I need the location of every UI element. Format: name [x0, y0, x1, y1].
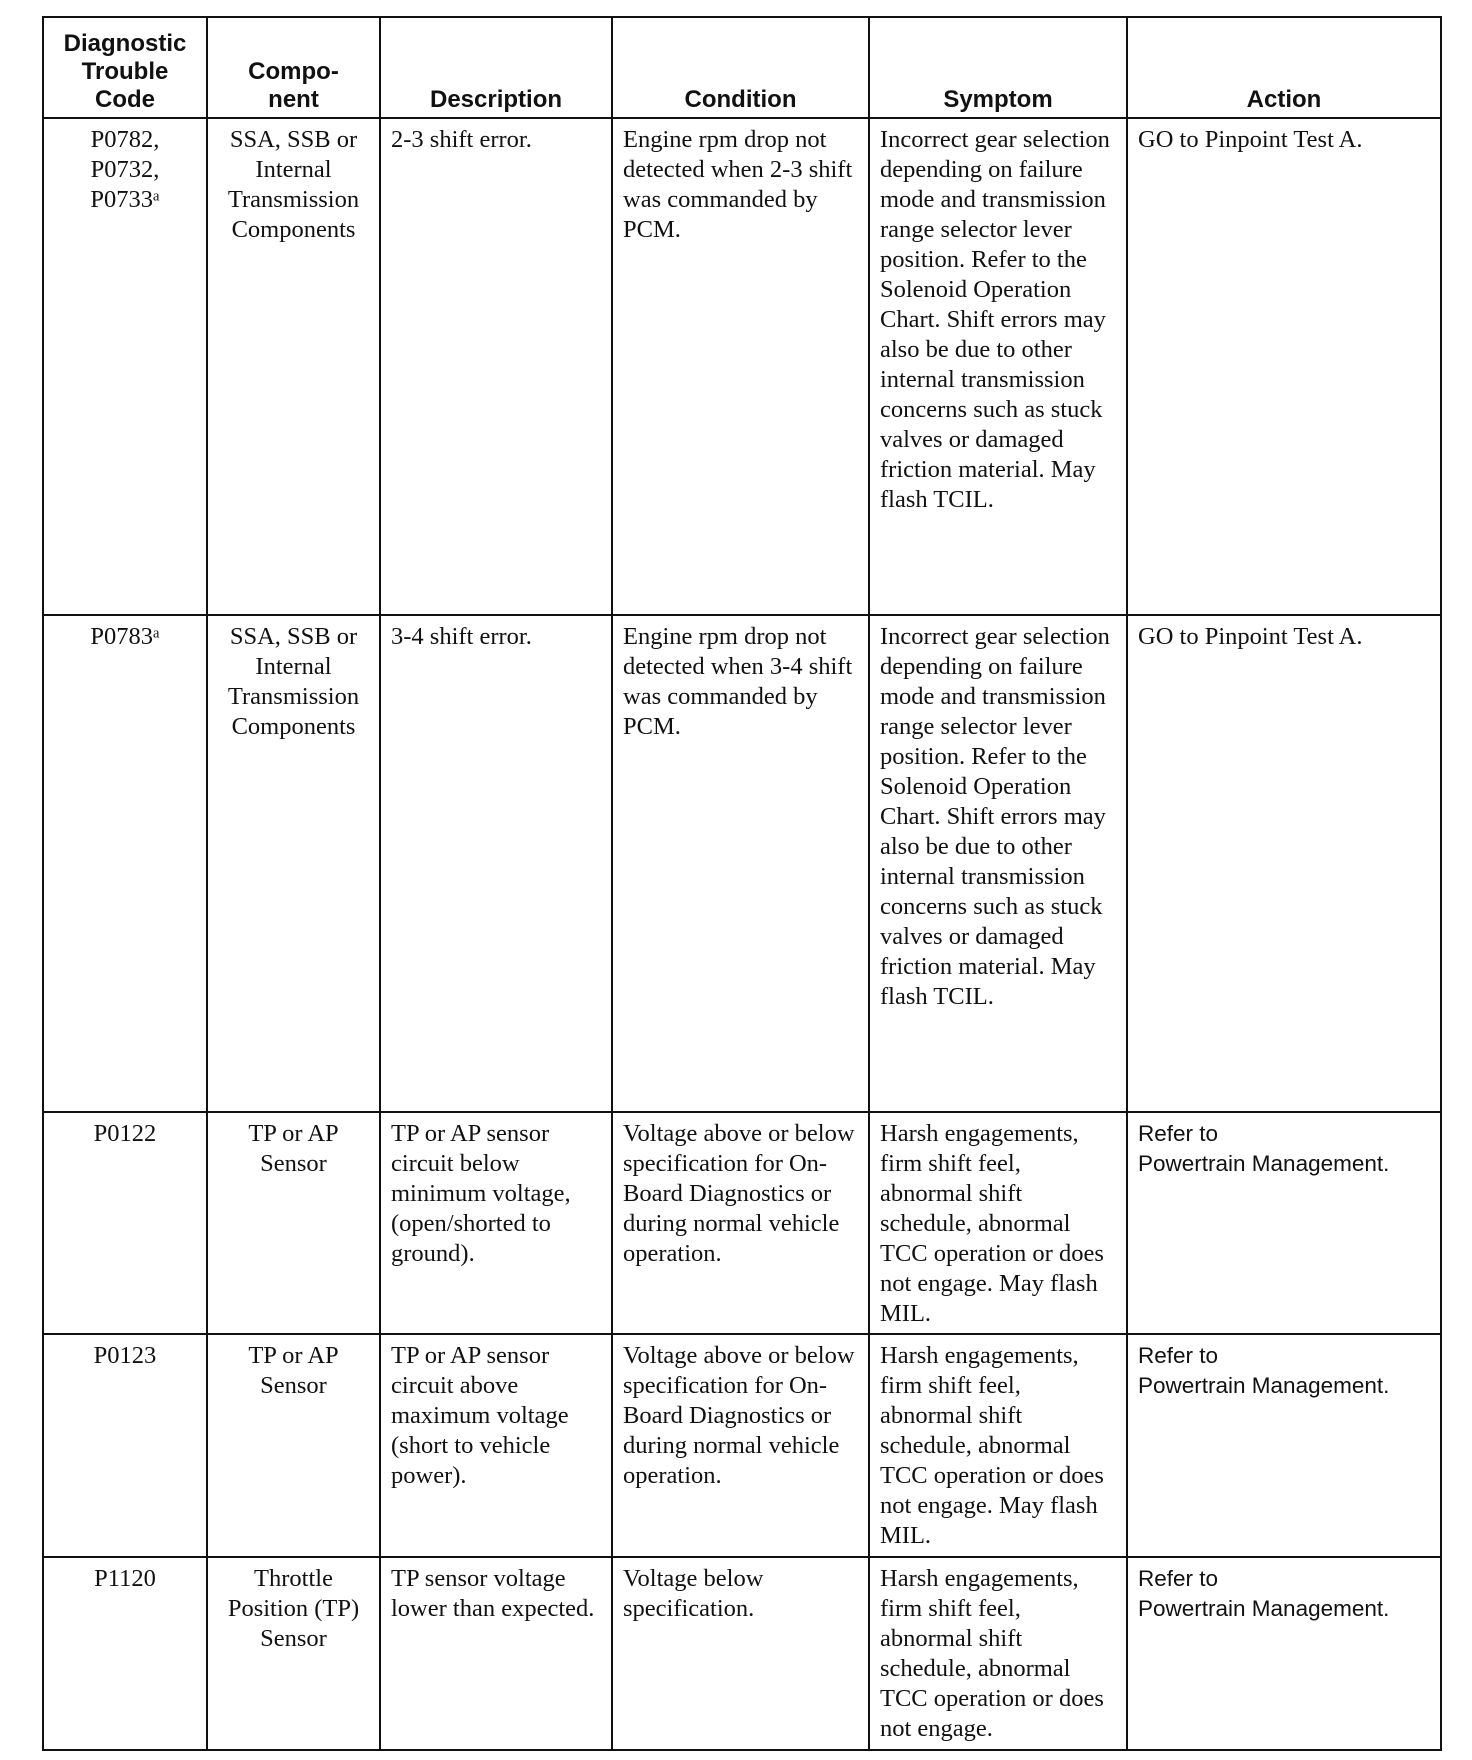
cell-code: P0123 [43, 1334, 207, 1556]
cell-action: GO to Pinpoint Test A. [1127, 615, 1441, 1112]
cell-component: SSA, SSB or Internal Transmission Components [207, 118, 380, 615]
cell-description: TP sensor voltage lower than expected. [380, 1557, 612, 1750]
cell-action: Refer to Powertrain Management. [1127, 1112, 1441, 1334]
table-row [43, 118, 1441, 615]
cell-description: TP or AP sensor circuit below minimum voltage, (open/shorted to ground). [380, 1112, 612, 1334]
cell-component: TP or AP Sensor [207, 1112, 380, 1334]
cell-condition: Voltage below specification. [612, 1557, 869, 1750]
cell-condition: Voltage above or below specification for On-Board Diagnostics or during normal vehicle operation. [612, 1334, 869, 1556]
cell-symptom: Harsh engagements, firm shift feel, abnormal shift schedule, abnormal TCC operation or does not engage. [869, 1557, 1127, 1750]
cell-action: Refer to Powertrain Management. [1127, 1557, 1441, 1750]
cell-condition: Engine rpm drop not detected when 3-4 shift was commanded by PCM. [612, 615, 869, 1112]
cell-symptom: Harsh engagements, firm shift feel, abnormal shift schedule, abnormal TCC operation or does not engage. May flash MIL. [869, 1334, 1127, 1556]
header-symptom: Symptom [869, 17, 1127, 118]
cell-action: GO to Pinpoint Test A. [1127, 118, 1441, 615]
table-header-row [43, 17, 1441, 118]
table-row [43, 1334, 1441, 1556]
header-description: Description [380, 17, 612, 118]
table-row [43, 1112, 1441, 1334]
header-action: Action [1127, 17, 1441, 118]
cell-code: P0122 [43, 1112, 207, 1334]
table-row [43, 1557, 1441, 1750]
cell-code: P0783ᵃ [43, 615, 207, 1112]
cell-code: P1120 [43, 1557, 207, 1750]
header-condition: Condition [612, 17, 869, 118]
table-row [43, 615, 1441, 1112]
cell-action: Refer to Powertrain Management. [1127, 1334, 1441, 1556]
cell-description: 2-3 shift error. [380, 118, 612, 615]
cell-code: P0782, P0732, P0733ᵃ [43, 118, 207, 615]
header-component: Compo- nent [207, 17, 380, 118]
header-code: Diagnostic Trouble Code [43, 17, 207, 118]
cell-symptom: Harsh engagements, firm shift feel, abnormal shift schedule, abnormal TCC operation or does not engage. May flash MIL. [869, 1112, 1127, 1334]
cell-component: TP or AP Sensor [207, 1334, 380, 1556]
cell-description: 3-4 shift error. [380, 615, 612, 1112]
cell-symptom: Incorrect gear selection depending on failure mode and transmission range selector lever position. Refer to the Solenoid Operation Chart. Shift errors may also be due to other internal transmission concerns such as stuck valves or damaged friction material. May flash TCIL. [869, 118, 1127, 615]
cell-component: Throttle Position (TP) Sensor [207, 1557, 380, 1750]
cell-symptom: Incorrect gear selection depending on failure mode and transmission range selector lever position. Refer to the Solenoid Operation Chart. Shift errors may also be due to other internal transmission concerns such as stuck valves or damaged friction material. May flash TCIL. [869, 615, 1127, 1112]
diagnostic-trouble-code-table [42, 16, 1442, 1751]
cell-condition: Engine rpm drop not detected when 2-3 shift was commanded by PCM. [612, 118, 869, 615]
cell-component: SSA, SSB or Internal Transmission Components [207, 615, 380, 1112]
cell-condition: Voltage above or below specification for On-Board Diagnostics or during normal vehicle operation. [612, 1112, 869, 1334]
cell-description: TP or AP sensor circuit above maximum voltage (short to vehicle power). [380, 1334, 612, 1556]
